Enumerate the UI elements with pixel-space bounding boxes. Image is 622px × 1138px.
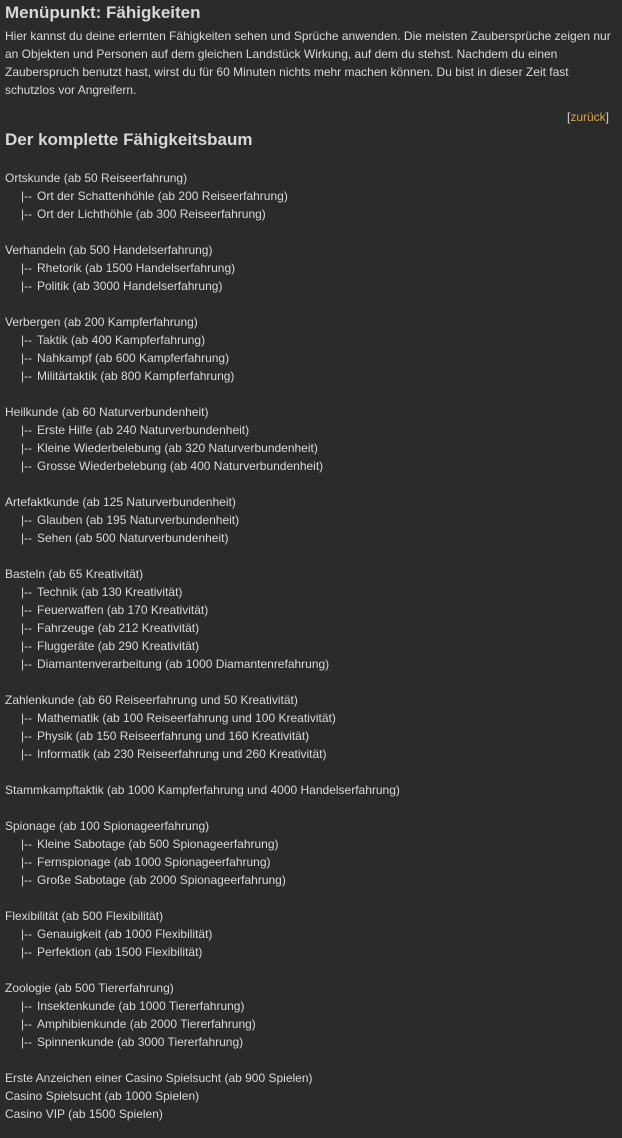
skill-child-label: Ort der Schattenhöhle (ab 200 Reiseerfahrung) (37, 189, 288, 203)
skill-child-label: Sehen (ab 500 Naturverbundenheit) (37, 531, 229, 545)
skill-child (5, 997, 617, 1015)
skill-child (5, 277, 617, 295)
skill-child (5, 187, 617, 205)
skill-child-label: Diamantenverarbeitung (ab 1000 Diamantenrefahrung) (37, 657, 330, 671)
skill-child (5, 349, 617, 367)
skill-child (5, 601, 617, 619)
skill-child-label: Glauben (ab 195 Naturverbundenheit) (37, 513, 240, 527)
branch-connector: |-- (21, 279, 33, 293)
skill-root: Basteln (ab 65 Kreativität) (5, 567, 144, 581)
skill-child (5, 457, 617, 475)
skill-root: Artefaktkunde (ab 125 Naturverbundenheit) (5, 495, 236, 509)
skill-child-label: Nahkampf (ab 600 Kampferfahrung) (37, 351, 230, 365)
branch-connector: |-- (21, 189, 33, 203)
casino-group (5, 1069, 617, 1123)
branch-connector: |-- (21, 945, 33, 959)
skill-child-label: Rhetorik (ab 1500 Handelserfahrung) (37, 261, 236, 275)
branch-connector: |-- (21, 1035, 33, 1049)
skill-child (5, 439, 617, 457)
skill-root: Verbergen (ab 200 Kampferfahrung) (5, 315, 198, 329)
skill-child-label: Kleine Wiederbelebung (ab 320 Naturverbundenheit) (37, 441, 318, 455)
branch-connector: |-- (21, 1017, 33, 1031)
skill-child-label: Physik (ab 150 Reiseerfahrung und 160 Kreativität) (37, 729, 310, 743)
skill-group (5, 781, 617, 799)
branch-connector: |-- (21, 459, 33, 473)
skill-group (5, 817, 617, 889)
skill-child (5, 529, 617, 547)
branch-connector: |-- (21, 603, 33, 617)
intro-text: Hier kannst du deine erlernten Fähigkeiten sehen und Sprüche anwenden. Die meisten Zaubersprüche zeigen nur an Objekten und Personen auf dem gleichen Landstück Wirkung, auf dem du stehst. Nachdem du einen Zauberspruch benutzt hast, wirst du für 60 Minuten nichts mehr machen können. Du bist in dieser Zeit fast schutzlos vor Angreifern. (5, 29, 611, 97)
branch-connector: |-- (21, 999, 33, 1013)
back-bracket-close: ] (605, 110, 609, 124)
skill-group (5, 403, 617, 475)
skill-child-label: Große Sabotage (ab 2000 Spionageerfahrung) (37, 873, 286, 887)
skill-child (5, 205, 617, 223)
skill-child-label: Fernspionage (ab 1000 Spionageerfahrung) (37, 855, 271, 869)
skill-child (5, 943, 617, 961)
branch-connector: |-- (21, 873, 33, 887)
skill-child-label: Spinnenkunde (ab 3000 Tiererfahrung) (37, 1035, 244, 1049)
skill-tree-title: Der komplette Fähigkeitsbaum (5, 130, 253, 149)
skill-group (5, 691, 617, 763)
skill-group (5, 169, 617, 223)
skill-root: Verhandeln (ab 500 Handelserfahrung) (5, 243, 213, 257)
branch-connector: |-- (21, 423, 33, 437)
skill-group (5, 313, 617, 385)
skill-child (5, 745, 617, 763)
skill-child-label: Kleine Sabotage (ab 500 Spionageerfahrung) (37, 837, 279, 851)
skill-child (5, 709, 617, 727)
skill-child-label: Fahrzeuge (ab 212 Kreativität) (37, 621, 200, 635)
skill-root: Stammkampftaktik (ab 1000 Kampferfahrung und 4000 Handelserfahrung) (5, 783, 400, 797)
skill-child-label: Mathematik (ab 100 Reiseerfahrung und 100 Kreativität) (37, 711, 336, 725)
skill-root: Heilkunde (ab 60 Naturverbundenheit) (5, 405, 209, 419)
branch-connector: |-- (21, 531, 33, 545)
branch-connector: |-- (21, 747, 33, 761)
branch-connector: |-- (21, 333, 33, 347)
skill-child (5, 1033, 617, 1051)
branch-connector: |-- (21, 369, 33, 383)
page-title: Menüpunkt: Fähigkeiten (5, 3, 201, 22)
branch-connector: |-- (21, 639, 33, 653)
branch-connector: |-- (21, 585, 33, 599)
skill-child (5, 421, 617, 439)
branch-connector: |-- (21, 855, 33, 869)
skill-child-label: Erste Hilfe (ab 240 Naturverbundenheit) (37, 423, 250, 437)
skill-child-label: Informatik (ab 230 Reiseerfahrung und 260 Kreativität) (37, 747, 327, 761)
skill-child-label: Amphibienkunde (ab 2000 Tiererfahrung) (37, 1017, 256, 1031)
branch-connector: |-- (21, 351, 33, 365)
casino-skill: Casino VIP (ab 1500 Spielen) (5, 1107, 163, 1121)
skill-child-label: Militärtaktik (ab 800 Kampferfahrung) (37, 369, 235, 383)
branch-connector: |-- (21, 261, 33, 275)
branch-connector: |-- (21, 711, 33, 725)
skill-group (5, 907, 617, 961)
skill-child (5, 727, 617, 745)
branch-connector: |-- (21, 657, 33, 671)
skill-group (5, 565, 617, 673)
skill-root: Ortskunde (ab 50 Reiseerfahrung) (5, 171, 188, 185)
skill-child-label: Fluggeräte (ab 290 Kreativität) (37, 639, 200, 653)
skill-child-label: Feuerwaffen (ab 170 Kreativität) (37, 603, 209, 617)
casino-skill: Casino Spielsucht (ab 1000 Spielen) (5, 1089, 200, 1103)
skill-child (5, 1015, 617, 1033)
branch-connector: |-- (21, 441, 33, 455)
skill-child (5, 637, 617, 655)
branch-connector: |-- (21, 729, 33, 743)
skill-child (5, 925, 617, 943)
branch-connector: |-- (21, 513, 33, 527)
skill-child-label: Grosse Wiederbelebung (ab 400 Naturverbundenheit) (37, 459, 324, 473)
skill-child (5, 367, 617, 385)
skill-child (5, 511, 617, 529)
skill-child-label: Ort der Lichthöhle (ab 300 Reiseerfahrung) (37, 207, 266, 221)
skill-group (5, 493, 617, 547)
skill-tree (5, 169, 617, 1123)
skill-group (5, 241, 617, 295)
casino-skill: Erste Anzeichen einer Casino Spielsucht (ab 900 Spielen) (5, 1071, 313, 1085)
skill-child-label: Insektenkunde (ab 1000 Tiererfahrung) (37, 999, 245, 1013)
skill-child (5, 853, 617, 871)
skill-child (5, 583, 617, 601)
skill-child-label: Genauigkeit (ab 1000 Flexibilität) (37, 927, 213, 941)
skill-child-label: Politik (ab 3000 Handelserfahrung) (37, 279, 223, 293)
skill-child (5, 871, 617, 889)
back-link[interactable]: zurück (570, 110, 606, 124)
skill-child (5, 655, 617, 673)
skill-root: Zoologie (ab 500 Tiererfahrung) (5, 981, 174, 995)
skill-root: Flexibilität (ab 500 Flexibilität) (5, 909, 164, 923)
skill-child (5, 835, 617, 853)
branch-connector: |-- (21, 837, 33, 851)
skill-root: Spionage (ab 100 Spionageerfahrung) (5, 819, 210, 833)
branch-connector: |-- (21, 927, 33, 941)
skill-child (5, 619, 617, 637)
skill-child-label: Perfektion (ab 1500 Flexibilität) (37, 945, 203, 959)
skill-child (5, 331, 617, 349)
skill-root: Zahlenkunde (ab 60 Reiseerfahrung und 50 Kreativität) (5, 693, 298, 707)
back-bracket-open: [ (566, 110, 571, 124)
branch-connector: |-- (21, 621, 33, 635)
branch-connector: |-- (21, 207, 33, 221)
skill-child-label: Taktik (ab 400 Kampferfahrung) (37, 333, 206, 347)
skill-group (5, 979, 617, 1051)
skill-child-label: Technik (ab 130 Kreativität) (37, 585, 183, 599)
skill-child (5, 259, 617, 277)
back-row (5, 108, 617, 126)
